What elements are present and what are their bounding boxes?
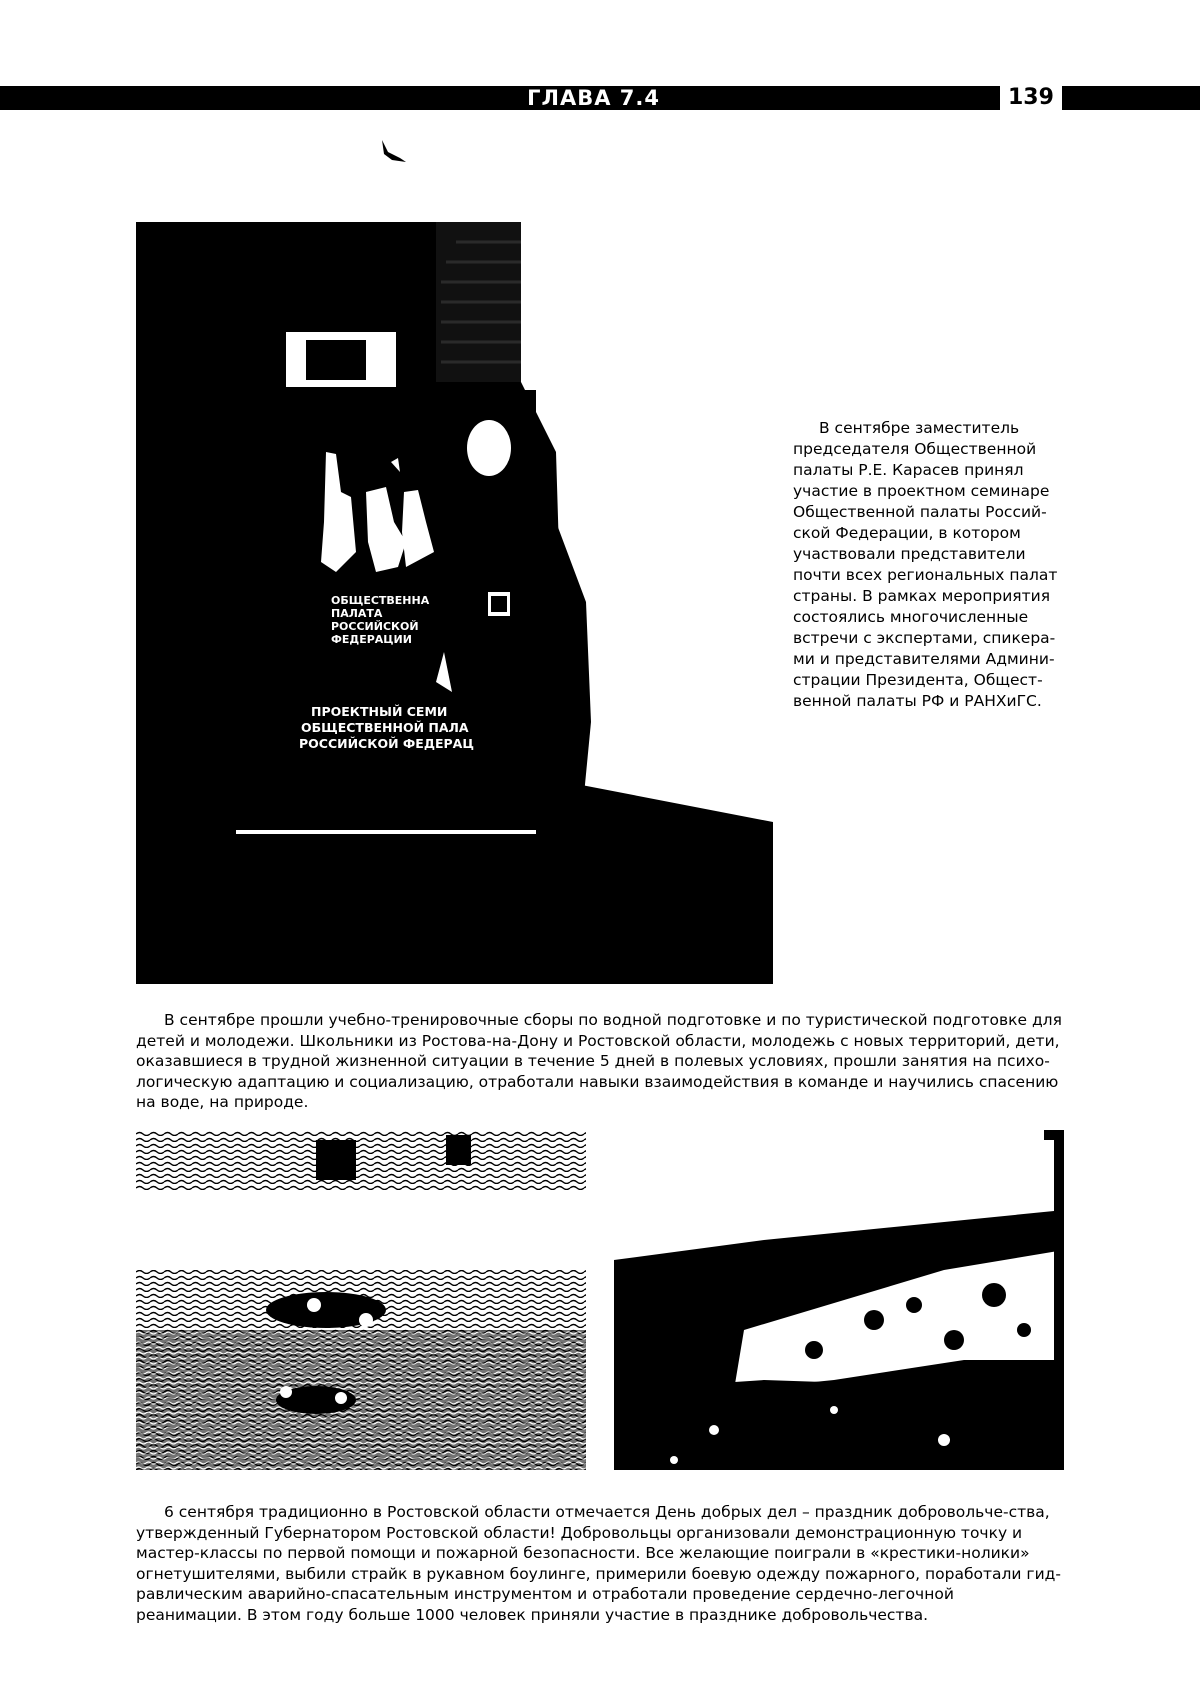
banner-title-line: ПАЛАТА: [331, 607, 383, 620]
page-number: 139: [1008, 85, 1054, 110]
riverbank-photo: [614, 1130, 1064, 1470]
seminar-photo: [136, 222, 773, 984]
training-paragraph-text: В сентябре прошли учебно-тренировочные сборы по водной подготовке и по туристической подготовке для детей и молодежи. Школьники из Ростова-на-Дону и Ростовской области, молодежь с новых территорий, дети, оказавшиеся в трудной жизненной ситуации в течение 5 дней в полевых условиях, прошли занятия на психо-логическую адаптацию и социализацию, отработали навыки взаимодействия в команде и научились спасению на воде, на природе.: [136, 1011, 1062, 1111]
banner-title-line: ОБЩЕСТВЕННА: [331, 594, 430, 607]
volunteer-paragraph-text: 6 сентября традиционно в Ростовской области отмечается День добрых дел – праздник добровольче-ства, утвержденный Губернатором Ростовской области! Добровольцы организовали демонстрационную точку и мастер-классы по первой помощи и пожарной безопасности. Все желающие поиграли в «крестики-нолики» огнетушителями, выбили страйк в рукавном боулинге, примерили боевую одежду пожарного, поработали гид-равлическим аварийно-спасательным инструментом и отработали проведение сердечно-легочной реанимации. В этом году больше 1000 человек приняли участие в празднике добровольчества.: [136, 1503, 1061, 1624]
water-training-photo: [136, 1130, 586, 1470]
header-bar-right: [1062, 86, 1200, 110]
bird-icon: [378, 138, 408, 164]
banner-subtitle-line: ОБЩЕСТВЕННОЙ ПАЛА: [301, 720, 469, 735]
chapter-label: ГЛАВА 7.4: [527, 86, 660, 110]
training-paragraph: [136, 1010, 1062, 1113]
banner-title-line: ФЕДЕРАЦИИ: [331, 633, 412, 646]
header-bar-left: [0, 86, 1000, 110]
banner-title-line: РОССИЙСКОЙ: [331, 620, 419, 633]
banner-subtitle-line: РОССИЙСКОЙ ФЕДЕРАЦ: [299, 736, 474, 751]
volunteer-paragraph: [136, 1502, 1062, 1625]
chapter-header: [0, 86, 1200, 110]
banner-subtitle-line: ПРОЕКТНЫЙ СЕМИ: [311, 704, 448, 719]
seminar-caption: В сентябре заместитель председателя Общественной палаты Р.Е. Карасев принял участие в проектном семинаре Общественной палаты Россий-ской Федерации, в котором участвовали представители почти всех региональных палат страны. В рамках мероприятия состоялись многочисленные встречи с экспертами, спикера-ми и представителями Админи-страции Президента, Общест-венной палаты РФ и РАНХиГС.: [793, 419, 1058, 710]
